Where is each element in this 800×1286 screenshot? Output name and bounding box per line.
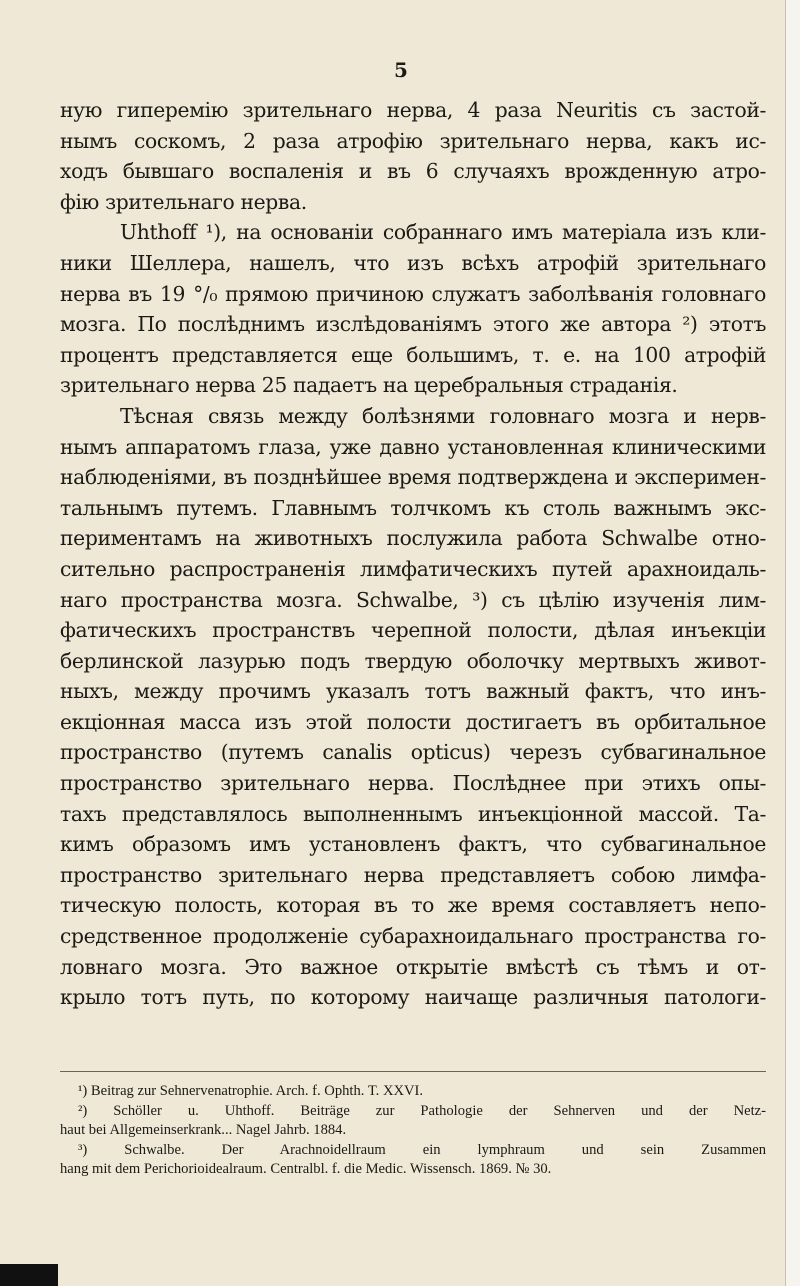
- footnote-line: ¹) Beitrag zur Sehnervenatrophie. Arch. f. Ophth. T. XXVI.: [78, 1083, 424, 1099]
- text-line: сительно распространенія лимфатическихъ путей арахноидаль-: [60, 556, 766, 581]
- text-line: пространство зрительнаго нерва. Послѣднее при этихъ опы-: [60, 771, 766, 796]
- text-line: Uhthoff ¹), на основаніи собраннаго имъ матеріала изъ кли-: [120, 220, 766, 245]
- text-line: наго пространства мозга. Schwalbe, ³) съ цѣлію изученія лим-: [60, 587, 766, 612]
- text-line: нымъ соскомъ, 2 раза атрофію зрительнаго нерва, какъ ис-: [60, 128, 766, 153]
- footnote-rule: [60, 1071, 766, 1072]
- text-line: пространство (путемъ canalis opticus) черезъ субвагинальное: [60, 740, 766, 765]
- text-line: ловнаго мозга. Это важное открытіе вмѣстѣ съ тѣмъ и от-: [60, 954, 766, 979]
- body-text: [60, 95, 766, 1013]
- text-line: кимъ образомъ имъ установленъ фактъ, что субвагинальное: [60, 832, 766, 857]
- text-line: нерва въ 19 °/₀ прямою причиною служатъ заболѣванія головнаго: [60, 281, 766, 306]
- scan-corner-mark: [0, 1264, 58, 1286]
- text-line: периментамъ на животныхъ послужила работа Schwalbe отно-: [60, 526, 766, 551]
- footnote-line: ²) Schöller u. Uhthoff. Beiträge zur Pathologie der Sehnerven und der Netz-: [78, 1102, 766, 1119]
- text-line: фію зрительнаго нерва.: [60, 189, 307, 214]
- text-line: крыло тотъ путь, по которому наичаще различныя патологи-: [60, 985, 766, 1010]
- text-line: Тѣсная связь между болѣзнями головнаго мозга и нерв-: [120, 403, 766, 428]
- page-edge: [785, 0, 800, 1286]
- text-line: наблюденіями, въ позднѣйшее время подтверждена и эксперимен-: [60, 465, 766, 490]
- text-line: екціонная масса изъ этой полости достигаетъ въ орбитальное: [60, 709, 766, 734]
- text-line: ныхъ, между прочимъ указалъ тотъ важный фактъ, что инъ-: [60, 679, 766, 704]
- text-line: пространство зрительнаго нерва представляетъ собою лимфа-: [60, 862, 766, 887]
- text-line: тическую полость, которая въ то же время составляетъ непо-: [60, 893, 766, 918]
- text-line: ную гиперемію зрительнаго нерва, 4 раза Neuritis съ застой-: [60, 98, 766, 122]
- text-line: тахъ представлялось выполненнымъ инъекціонной массой. Та-: [60, 801, 766, 826]
- text-line: зрительнаго нерва 25 падаетъ на церебральныя страданія.: [60, 373, 678, 398]
- footnote-line: ³) Schwalbe. Der Arachnoidellraum ein lymphraum und sein Zusammen: [78, 1141, 766, 1158]
- footnote-line: hang mit dem Perichorioidealraum. Centralbl. f. die Medic. Wissensch. 1869. № 30.: [60, 1161, 552, 1177]
- text-line: мозга. По послѣднимъ изслѣдованіямъ этого же автора ²) этотъ: [60, 312, 766, 337]
- page-number: 5: [394, 58, 408, 82]
- footnote-line: haut bei Allgemeinserkrank... Nagel Jahrb. 1884.: [60, 1122, 347, 1138]
- text-line: тальнымъ путемъ. Главнымъ толчкомъ къ столь важнымъ экс-: [60, 495, 766, 520]
- text-line: ходъ бывшаго воспаленія и въ 6 случаяхъ врожденную атро-: [60, 159, 766, 184]
- footnotes: [60, 1082, 766, 1180]
- text-line: средственное продолженіе субарахноидальнаго пространства го-: [60, 924, 766, 949]
- text-line: нымъ аппаратомъ глаза, уже давно установленная клиническими: [60, 434, 766, 459]
- text-line: фатическихъ пространствъ черепной полости, дѣлая инъекціи: [60, 618, 766, 643]
- text-line: берлинской лазурью подъ твердую оболочку мертвыхъ живот-: [60, 648, 766, 673]
- text-line: ники Шеллера, нашелъ, что изъ всѣхъ атрофій зрительнаго: [60, 250, 766, 275]
- text-line: процентъ представляется еще большимъ, т. е. на 100 атрофій: [60, 342, 766, 367]
